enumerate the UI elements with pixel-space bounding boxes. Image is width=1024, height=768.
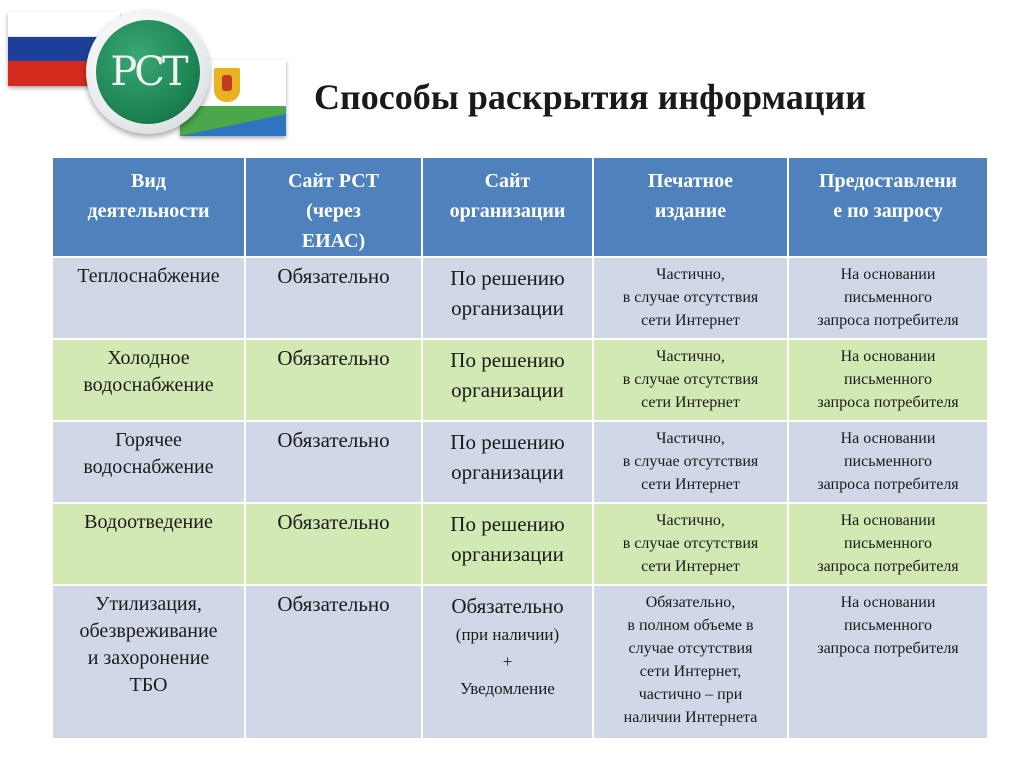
cell-activity: Холодное водоснабжение [53, 340, 246, 422]
cell-org-site: По решению организации [423, 258, 594, 340]
cell-rst-site: Обязательно [246, 258, 423, 340]
cell-rst-site: Обязательно [246, 586, 423, 740]
header-print: Печатное издание [594, 158, 789, 258]
cell-activity: Горячее водоснабжение [53, 422, 246, 504]
cell-print: Частично, в случае отсутствия сети Интернет [594, 340, 789, 422]
disclosure-table [53, 158, 989, 740]
table-row [53, 258, 989, 340]
cell-org-site: По решению организации [423, 340, 594, 422]
cell-org-site: По решению организации [423, 504, 594, 586]
cell-request: На основании письменного запроса потребителя [789, 258, 989, 340]
cell-activity: Утилизация, обезвреживание и захоронение ТБО [53, 586, 246, 740]
header-request: Предоставлени е по запросу [789, 158, 989, 258]
logo-cluster [0, 0, 300, 150]
cell-print: Частично, в случае отсутствия сети Интернет [594, 422, 789, 504]
header-rst-site: Сайт РСТ (через ЕИАС) [246, 158, 423, 258]
header-org-site: Сайт организации [423, 158, 594, 258]
table-row [53, 586, 989, 740]
cell-print: Обязательно, в полном объеме в случае отсутствия сети Интернет, частично – при наличии Интернета [594, 586, 789, 740]
coat-of-arms-icon [214, 68, 240, 102]
table-header-row [53, 158, 989, 258]
cell-request: На основании письменного запроса потребителя [789, 586, 989, 740]
cell-rst-site: Обязательно [246, 340, 423, 422]
cell-print: Частично, в случае отсутствия сети Интернет [594, 504, 789, 586]
table-row [53, 504, 989, 586]
cell-activity: Водоотведение [53, 504, 246, 586]
cell-request: На основании письменного запроса потребителя [789, 422, 989, 504]
rst-logo-text: РСТ [110, 49, 186, 95]
page-title: Способы раскрытия информации [314, 77, 866, 117]
cell-org-site: Обязательно (при наличии) + Уведомление [423, 586, 594, 740]
table-row [53, 422, 989, 504]
rst-logo [86, 10, 210, 134]
cell-rst-site: Обязательно [246, 422, 423, 504]
cell-request: На основании письменного запроса потребителя [789, 504, 989, 586]
cell-rst-site: Обязательно [246, 504, 423, 586]
cell-request: На основании письменного запроса потребителя [789, 340, 989, 422]
table-row [53, 340, 989, 422]
header-activity: Вид деятельности [53, 158, 246, 258]
cell-activity: Теплоснабжение [53, 258, 246, 340]
cell-print: Частично, в случае отсутствия сети Интернет [594, 258, 789, 340]
cell-org-site: По решению организации [423, 422, 594, 504]
